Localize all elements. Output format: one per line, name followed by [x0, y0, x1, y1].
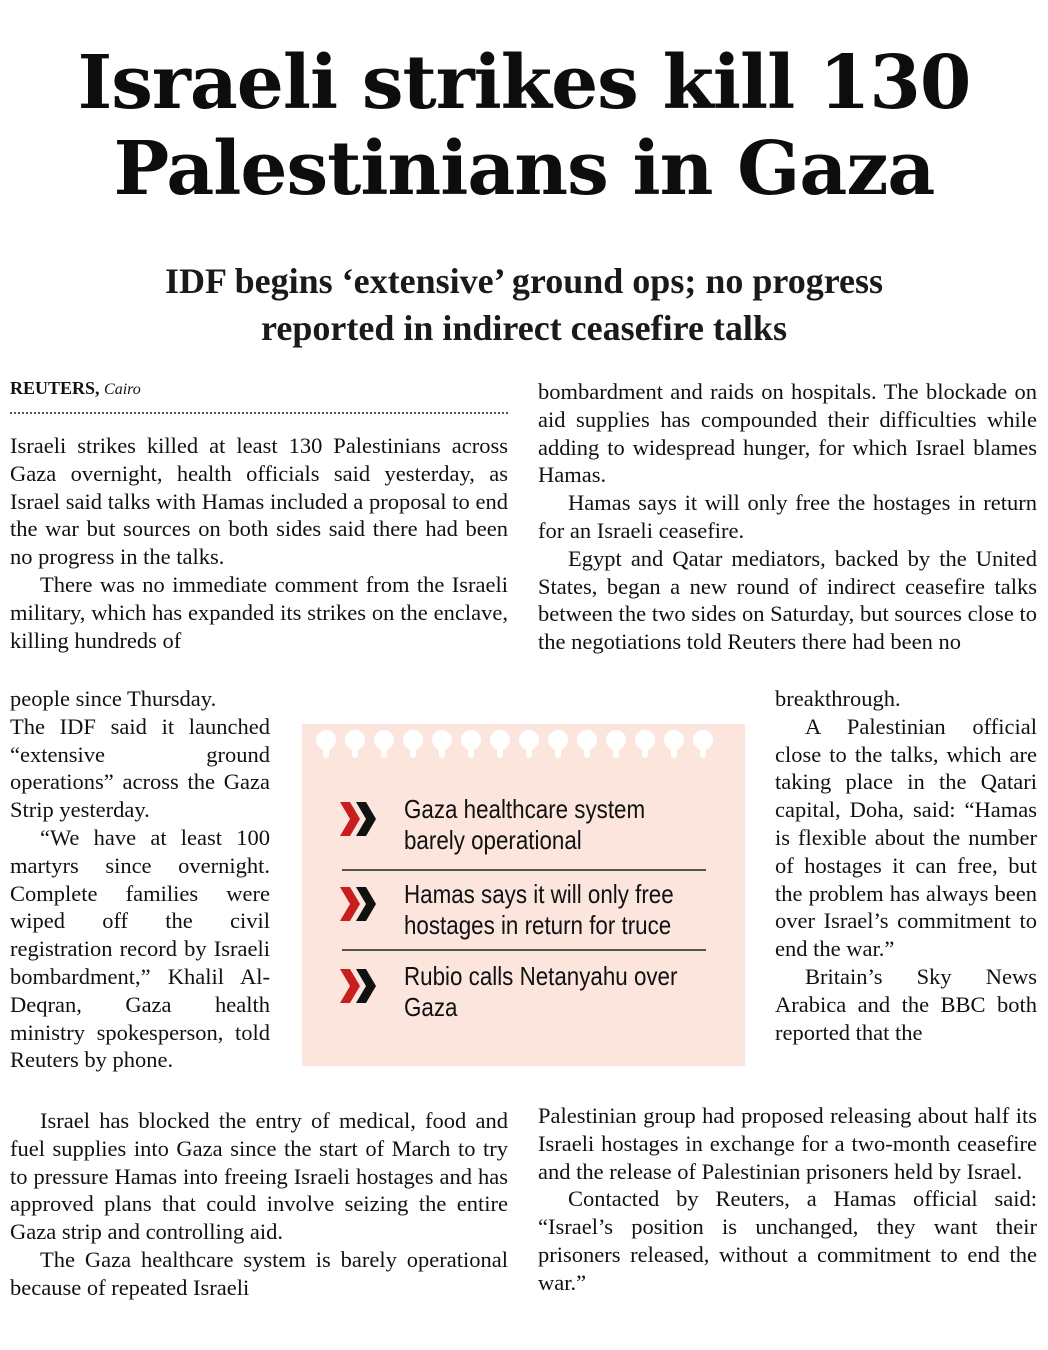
- highlight-text: [404, 879, 674, 941]
- paragraph: Israel has blocked the entry of medical, food and fuel supplies into Gaza since the start of March to try to pressure Hamas into freeing Israeli hostages and has approved plans that could involve seizing the entire Gaza strip and controlling aid.: [10, 1108, 508, 1245]
- highlight-divider: [342, 949, 706, 951]
- paragraph: The IDF said it launched “extensive ground operations” across the Gaza Strip yesterday.: [10, 713, 270, 823]
- headline-line-2: Palestinians in Gaza: [113, 126, 935, 212]
- paragraph: Contacted by Reuters, a Hamas official said: “Israel’s position is unchanged, they want their prisoners released, without a commitment to end the war.”: [538, 1186, 1037, 1295]
- highlights-box: [302, 724, 745, 1066]
- double-chevron-icon: [338, 798, 380, 840]
- highlight-item: [338, 879, 708, 941]
- byline-divider: [10, 412, 508, 414]
- right-column-top: [538, 378, 1037, 656]
- highlight-text: [404, 794, 645, 856]
- byline-location: Cairo: [104, 381, 141, 398]
- paragraph: people since Thursday.: [10, 686, 217, 711]
- right-column-bottom: [538, 1102, 1037, 1297]
- paragraph: Egypt and Qatar mediators, backed by the United States, began a new round of indirect ceasefire talks between the two sides on Saturday, but sources close to the negotiations told Reuters there had been no: [538, 545, 1037, 655]
- highlight-item: [338, 794, 708, 856]
- notepad-holes: [316, 730, 713, 750]
- subheadline: [0, 258, 1048, 352]
- paragraph: A Palestinian official close to the talks, which are taking place in the Qatari capital, Doha, said: “Hamas is flexible about the number of hostages it can free, but the problem has always been over Israel’s commitment to end the war.”: [775, 713, 1037, 962]
- highlight-line: hostages in return for truce: [404, 910, 672, 940]
- subhead-line-2: reported in indirect ceasefire talks: [261, 308, 787, 348]
- highlight-line: Rubio calls Netanyahu over: [404, 961, 678, 991]
- paragraph: There was no immediate comment from the Israeli military, which has expanded its strikes on the enclave, killing hundreds of: [10, 571, 508, 653]
- paragraph: bombardment and raids on hospitals. The blockade on aid supplies has compounded their difficulties while adding to widespread hunger, for which Israel blames Hamas.: [538, 379, 1037, 488]
- right-column-narrow: [775, 685, 1037, 1046]
- left-column-narrow: [10, 685, 270, 1074]
- highlight-text: [404, 961, 677, 1023]
- double-chevron-icon: [338, 965, 380, 1007]
- highlight-line: Gaza: [404, 992, 458, 1022]
- byline: [10, 378, 141, 399]
- highlight-item: [338, 961, 708, 1023]
- paragraph: Israeli strikes killed at least 130 Palestinians across Gaza overnight, health officials said yesterday, as Israel said talks with Hamas included a proposal to end the war but sources on both sides said there had been no progress in the talks.: [10, 433, 508, 570]
- byline-agency: REUTERS,: [10, 378, 100, 398]
- highlight-line: barely operational: [404, 825, 582, 855]
- paragraph: Hamas says it will only free the hostages in return for an Israeli ceasefire.: [538, 490, 1037, 543]
- highlight-divider: [342, 869, 706, 871]
- highlight-line: Gaza healthcare system: [404, 794, 646, 824]
- left-column-top: [10, 432, 508, 654]
- paragraph: Britain’s Sky News Arabica and the BBC both reported that the: [775, 963, 1037, 1045]
- paragraph: The Gaza healthcare system is barely operational because of repeated Israeli: [10, 1246, 508, 1300]
- paragraph: breakthrough.: [775, 686, 901, 711]
- paragraph: “We have at least 100 martyrs since overnight. Complete families were wiped off the civil registration record by Israeli bombardment,” Khalil Al-Deqran, Gaza health ministry spokesperson, told Reuters by phone.: [10, 824, 270, 1073]
- subhead-line-1: IDF begins ‘extensive’ ground ops; no progress: [164, 261, 884, 301]
- highlight-line: Hamas says it will only free: [404, 879, 674, 909]
- headline: [0, 40, 1048, 212]
- paragraph: Palestinian group had proposed releasing about half its Israeli hostages in exchange for a two-month ceasefire and the release of Palestinian prisoners held by Israel.: [538, 1103, 1037, 1184]
- headline-line-1: Israeli strikes kill 130: [77, 40, 971, 126]
- left-column-bottom: [10, 1107, 508, 1302]
- double-chevron-icon: [338, 883, 380, 925]
